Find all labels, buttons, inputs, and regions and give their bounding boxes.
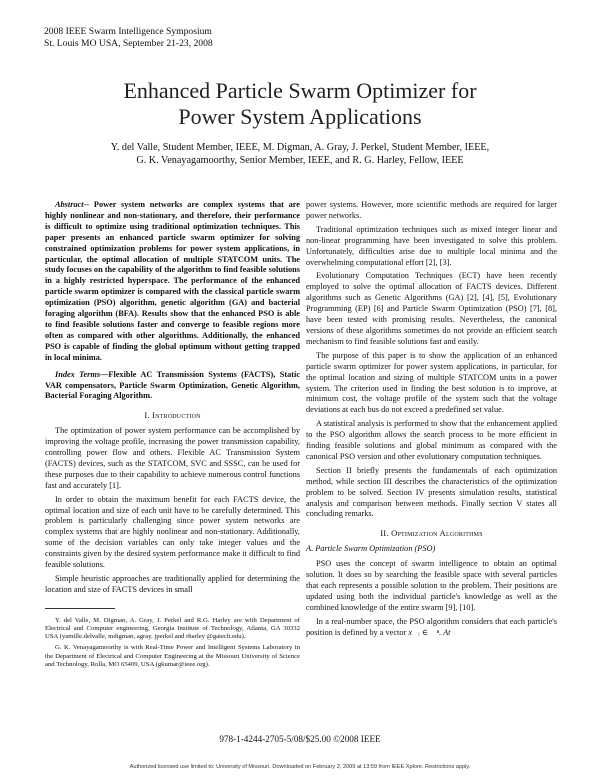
subsection-heading-pso: A. Particle Swarm Optimization (PSO) (306, 544, 436, 554)
right-column (306, 200, 557, 642)
abstract (45, 200, 300, 364)
footnote-1: Y. del Valle, M. Digman, A. Gray, J. Perkel and R.G. Harley are with Department of Electrical and Computer engineering, Georgia Institute of Technology, Atlanta, GA 30332 USA (yamille.delvalle, mdigman, agray, jperkel and rharley @gatech.edu). (45, 616, 300, 641)
abstract-text: -- Power system networks are complex systems that are highly nonlinear and non-stationary, and therefore, their performance is difficult to optimize using traditional optimization techniques. This paper presents an enhanced particle swarm optimizer for solving constrained optimization problems for power system applications, in particular, the optimal allocation of multiple STATCOM units. The study focuses on the capability of the algorithm to find feasible solutions in a highly restricted hyperspace. The performance of the enhanced particle swarm optimizer is compared with the classical particle swarm optimization (PSO) algorithm, genetic algorithm (GA) and bacterial foraging algorithm (BFA). Results show that the enhanced PSO is able to find feasible solutions faster and converge to feasible regions more often as compared with other algorithms. Additionally, the enhanced PSO is capable of finding the global optimum without getting trapped in local minima. (45, 200, 300, 362)
license-notice: Authorized licensed use limited to: University of Missouri. Downloaded on February 2, 2009 at 13:59 from IEEE Xplore. Restrictions apply. (129, 764, 471, 770)
section-heading-introduction (45, 410, 300, 421)
right-paragraph-3: Evolutionary Computation Techniques (ECT) have been recently employed to solve the optimal allocation of FACTS devices. Different algorithms such as Genetic Algorithms (GA) [2], [4], [5], Evolutionary Programming (EP) [6] and Particle Swarm Optimization (PSO) [7], [8], have been tested with promising results. Nevertheless, the canonical versions of these algorithms sometimes do not provide an efficient search mechanism to find feasible solutions fast and easily. (306, 271, 557, 346)
conference-name: 2008 IEEE Swarm Intelligence Symposium (44, 26, 212, 37)
abstract-lead: Abstract (55, 200, 84, 209)
index-terms (45, 370, 300, 403)
pso-paragraph-2 (306, 617, 557, 639)
authors-line-1: Y. del Valle, Student Member, IEEE, M. Digman, A. Gray, J. Perkel, Student Member, IEEE, (110, 142, 490, 153)
right-paragraph-1: power systems. However, more scientific methods are required for larger power networks. (306, 200, 557, 220)
section-title: Optimization Algorithms (391, 528, 483, 539)
footnote-2: G. K. Venayagamoorthy is with Real-Time Power and Intelligent Systems Laboratory in the Department of Electrical and Computer Engineering at the Missouri University of Science and Technology, Rolla, MO 65409, USA (gkumar@ieee.org). (45, 644, 300, 668)
pso-paragraph-1: PSO uses the concept of swarm intelligence to obtain an optimal solution. It does so by searching the feasible space with several particles that each represents a possible solution to the problem. Their positions are updated using both the individual particle's knowledge as well as the combined knowledge of the entire swarm [9], [10]. (306, 559, 557, 612)
right-paragraph-2: Traditional optimization techniques such as mixed integer linear and non-linear programming have been investigated to solve this problem. Unfortunately, difficulties arise due to multiple local minima and the overwhelming computational effort [2], [3]. (306, 224, 557, 267)
intro-paragraph-3: Simple heuristic approaches are traditionally applied for determining the location and size of FACTS devices in small (45, 574, 300, 594)
index-terms-text: —Flexible AC Transmission Systems (FACTS), Static VAR compensators, Particle Swarm Optimization, Genetic Algorithm, Bacterial Foraging Algorithm. (45, 369, 300, 401)
authors-line-2: G. K. Venayagamoorthy, Senior Member, IEEE, and R. G. Harley, Fellow, IEEE (136, 155, 464, 166)
position-vector-math: x⃗ᵢ ∈ ℜⁿ. At (408, 627, 451, 637)
intro-paragraph-1: The optimization of power system performance can be accomplished by improving the voltage profile, increasing the power transmission capability, controlling power flow and others. Flexible AC Transmission System (FACTS) devices, such as the STATCOM, SVC and SSSC, can be used for these purposes due to their capability to achieve numerous control functions fast and accurately [1]. (45, 426, 300, 490)
title-line-2: Power System Applications (178, 104, 422, 129)
index-terms-lead: Index Terms (55, 369, 101, 379)
title-line-1: Enhanced Particle Swarm Optimizer for (123, 78, 477, 103)
pso-paragraph-2-text: In a real-number space, the PSO algorithm considers that each particle's position is defined by a vector (306, 616, 557, 637)
conference-header (44, 26, 213, 50)
section-numeral: I. (144, 410, 153, 421)
conference-location: St. Louis MO USA, September 21-23, 2008 (44, 38, 213, 49)
right-paragraph-5: A statistical analysis is performed to show that the enhancement applied to the PSO algorithm allows the search process to be more efficient in finding feasible solutions and global minimum as compared with the canonical PSO version and other evolutionary computation techniques. (306, 419, 557, 461)
section-title: Introduction (152, 410, 201, 421)
isbn-copyright: 978-1-4244-2705-5/08/$25.00 ©2008 IEEE (219, 734, 381, 744)
section-numeral: II. (380, 528, 392, 539)
section-heading-optimization-algorithms (306, 528, 557, 539)
footnote-divider (45, 608, 115, 609)
right-paragraph-4: The purpose of this paper is to show the application of an enhanced particle swarm optimizer for power system applications, in particular, for the optimal location and sizing of multiple STATCOM units in a power system. The criterion used in finding the best solution is to improve, at minimum cost, the voltage profile of the system such that the voltage deviations at each bus do not exceed a predefined set value. (306, 350, 557, 415)
paper-title (0, 78, 600, 130)
intro-paragraph-2: In order to obtain the maximum benefit for each FACTS device, the optimal location and size of each unit have to be carefully determined. This problem is particularly challenging since power system networks are complex systems that are highly nonlinear and non-stationary. Additionally, some of the decision variables can only take integer values and the constraints given by the desired system performance make it difficult to find feasible solutions. (45, 494, 300, 570)
left-column (45, 200, 300, 672)
author-list (40, 141, 560, 167)
right-paragraph-6: Section II briefly presents the fundamentals of each optimization method, while section III describes the characteristics of the optimization problem to be solved. Section IV presents simulation results, statistical analysis and comparison between methods. Finally section V states all concluding remarks. (306, 465, 557, 519)
